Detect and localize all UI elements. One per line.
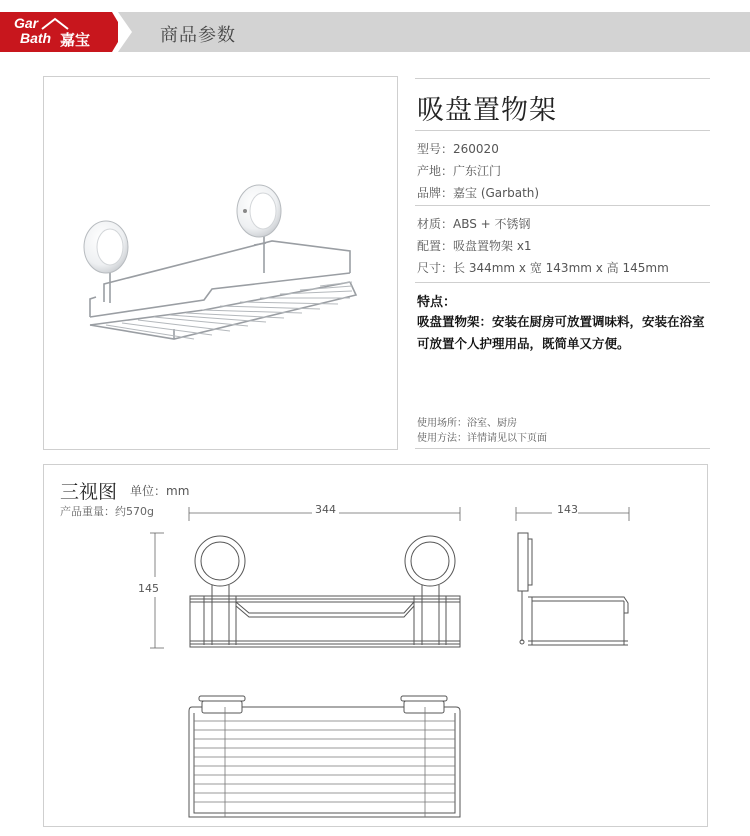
usage-method: 使用方法：详情请见以下页面 bbox=[417, 433, 547, 444]
three-view-unit: 单位：mm bbox=[130, 484, 190, 498]
spec-value: 广东江门 bbox=[453, 164, 502, 178]
spec-model bbox=[417, 140, 499, 157]
product-title: 吸盘置物架 bbox=[417, 95, 557, 126]
dimension-length-label: 344 bbox=[315, 503, 336, 516]
divider bbox=[415, 78, 710, 79]
spec-value: 260020 bbox=[453, 142, 499, 156]
dimension-width-label: 143 bbox=[557, 503, 578, 516]
logo-text-bath: Bath bbox=[20, 30, 52, 46]
spec-origin bbox=[417, 162, 501, 179]
features-heading: 特点： bbox=[417, 295, 457, 310]
spec-config bbox=[417, 237, 532, 254]
spec-size bbox=[417, 259, 669, 276]
spec-brand bbox=[417, 184, 539, 201]
spec-label: 尺寸： bbox=[417, 261, 454, 275]
section-title: 商品参数 bbox=[160, 25, 236, 46]
three-view-panel bbox=[43, 464, 708, 827]
logo-text-gar: Gar bbox=[14, 15, 39, 31]
divider bbox=[415, 282, 710, 283]
divider bbox=[415, 205, 710, 206]
section-bar-chevron bbox=[118, 12, 132, 52]
front-view-drawing bbox=[44, 465, 709, 828]
spec-label: 产地： bbox=[417, 164, 454, 178]
page-header bbox=[0, 12, 750, 52]
spec-label: 配置： bbox=[417, 239, 454, 253]
spec-label: 品牌： bbox=[417, 186, 454, 200]
features-text: 吸盘置物架：安装在厨房可放置调味料，安装在浴室可放置个人护理用品，既简单又方便。 bbox=[417, 314, 705, 351]
product-photo bbox=[44, 77, 399, 451]
brand-logo bbox=[0, 12, 112, 52]
logo-text-cn: 嘉宝 bbox=[60, 31, 91, 49]
spec-value: 嘉宝 (Garbath) bbox=[453, 186, 540, 200]
usage-place: 使用场所：浴室、厨房 bbox=[417, 418, 517, 429]
spec-value: 长 344mm x 宽 143mm x 高 145mm bbox=[453, 261, 669, 275]
dimension-height-label: 145 bbox=[138, 582, 159, 595]
spec-material bbox=[417, 215, 531, 232]
divider bbox=[415, 448, 710, 449]
product-photo-frame bbox=[43, 76, 398, 450]
divider bbox=[415, 130, 710, 131]
spec-value: ABS + 不锈钢 bbox=[453, 217, 531, 231]
house-roof-icon bbox=[40, 16, 70, 30]
three-view-title: 三视图 bbox=[60, 481, 118, 503]
spec-label: 材质： bbox=[417, 217, 454, 231]
spec-label: 型号： bbox=[417, 142, 454, 156]
product-weight: 产品重量：约570g bbox=[60, 505, 154, 518]
spec-value: 吸盘置物架 x1 bbox=[453, 239, 532, 253]
